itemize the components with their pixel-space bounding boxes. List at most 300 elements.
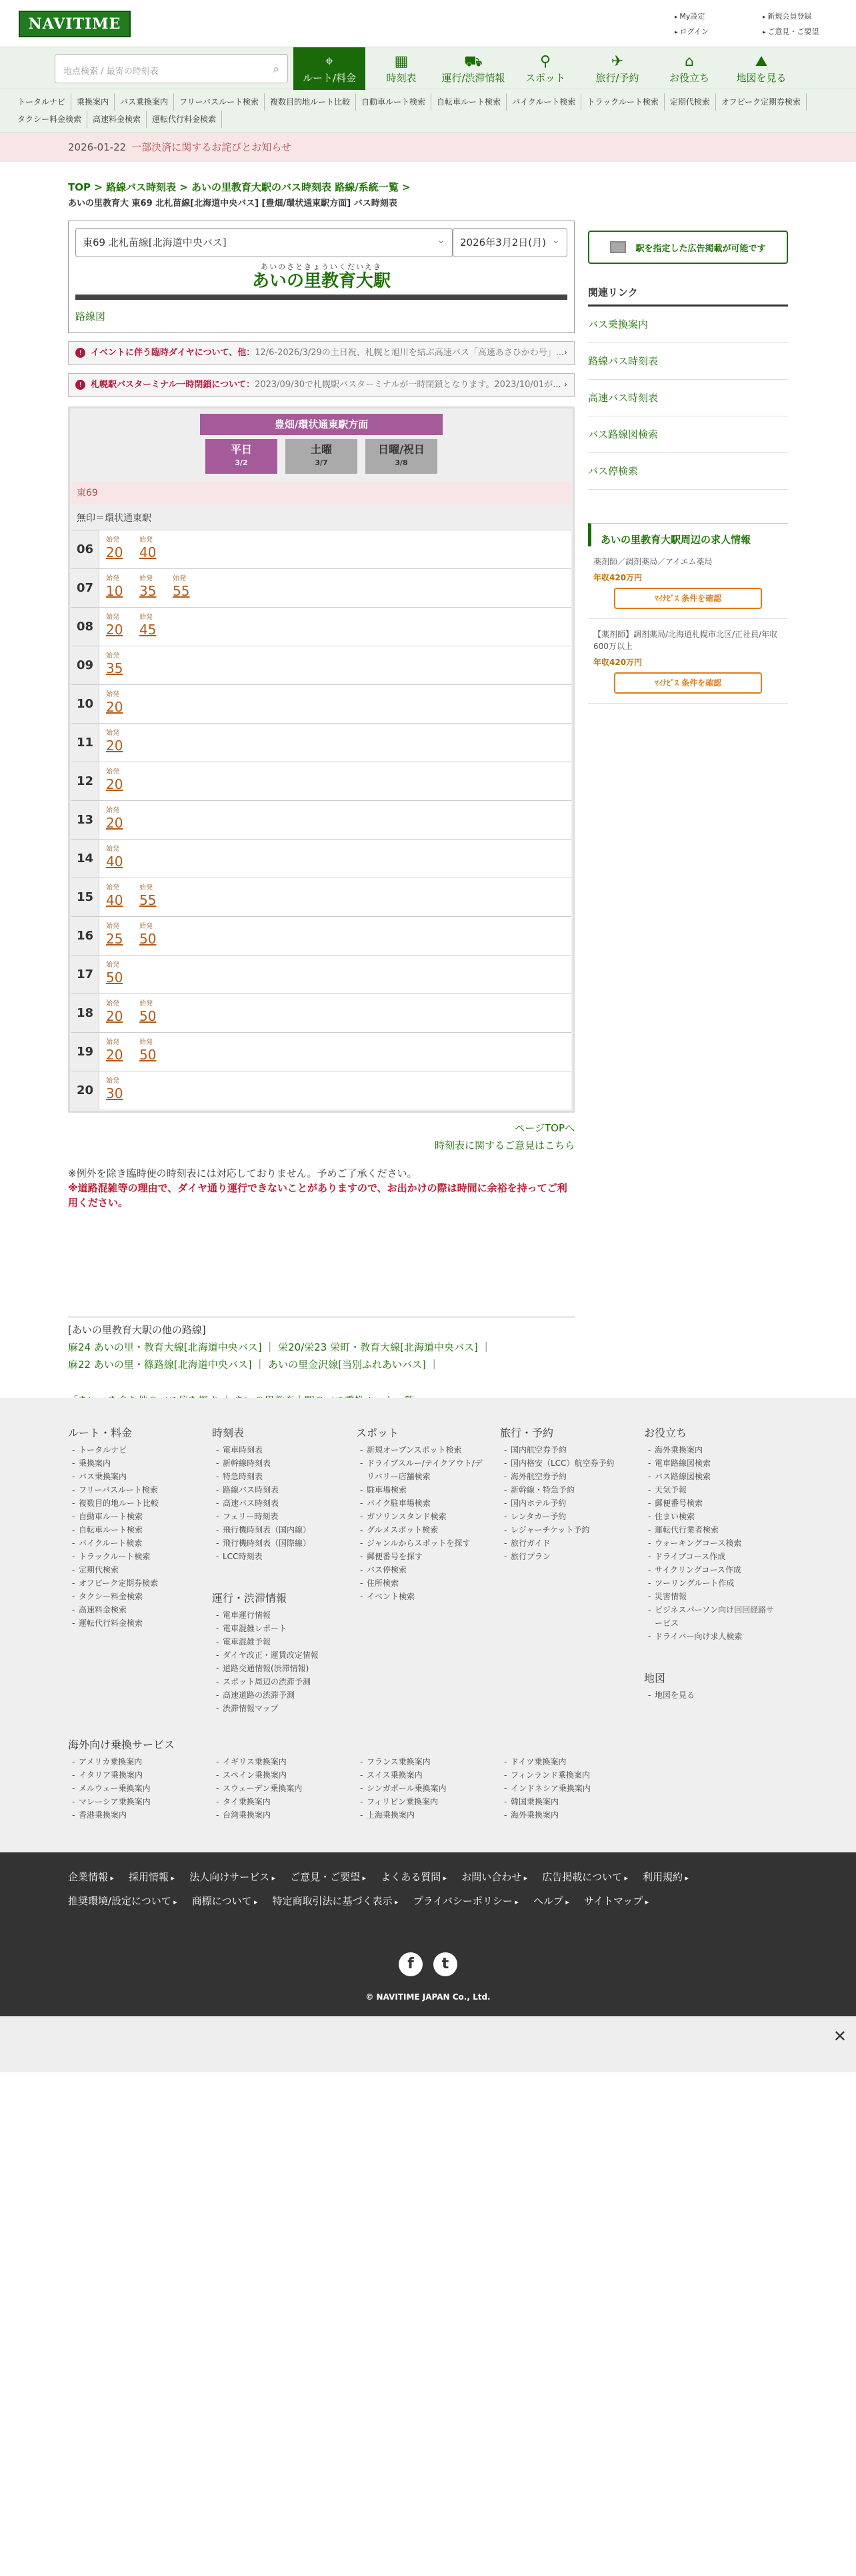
departure[interactable] [139,573,173,607]
hour-cell: 10 [71,685,99,723]
origin-label: 始発 [106,923,119,930]
departure-minute[interactable]: 55 [139,892,157,908]
hour-cell: 08 [71,608,99,646]
jobs-title: あいの里教育大駅周辺の求人情報 [588,523,788,546]
footer-link[interactable]: - メルウェー乗換案内 [68,1782,212,1795]
alert-terminal[interactable]: ! 札幌駅バスターミナル一時閉鎖について：2023/09/30で札幌駅バスターミナルが一時閉鎖となります。2023/10/01が... › [68,373,575,397]
footer-link[interactable]: - 韓国乗換案内 [500,1795,644,1808]
timetable-feedback-link[interactable]: 時刻表に関するご意見はこちら [434,1139,575,1151]
footer-bottom-link[interactable]: プライバシーポリシー ▸ [413,1890,519,1914]
footer-link[interactable]: - 新幹線時刻表 [212,1457,345,1470]
footer-link[interactable]: - フィンランド乗換案内 [500,1768,644,1782]
other-route-link[interactable]: 栄20/栄23 栄町・教育大線[北海道中央バス] [278,1341,478,1353]
footer-link[interactable]: - 電車時刻表 [212,1443,345,1457]
related-link[interactable]: バス路線図検索 [588,416,788,453]
subnav-item[interactable]: トータルナビ [12,93,71,111]
departure-minute[interactable]: 50 [106,969,123,985]
departure[interactable] [173,573,206,607]
footer-link[interactable]: - サイクリングコース作成 [644,1563,777,1577]
footer-link[interactable]: - 郵便番号検索 [644,1497,777,1510]
footer-link[interactable]: - 乗換案内 [68,1457,201,1470]
departure[interactable] [139,534,173,568]
departure[interactable] [106,805,139,839]
departure-minute[interactable]: 20 [106,776,123,792]
origin-label: 始発 [106,1039,119,1046]
footer-link[interactable]: - ドライバー向け求人検索 [644,1630,777,1643]
other-route-link[interactable]: 麻22 あいの里・篠路線[北海道中央バス] [68,1359,252,1371]
footer-link[interactable]: - レンタカー予約 [500,1510,633,1523]
footer-link[interactable]: - バイクルート検索 [68,1537,201,1550]
minutes-cell [99,646,139,684]
footer-link[interactable]: - 海外航空券予約 [500,1470,633,1483]
register-link[interactable]: ▸ 新規会員登録 [763,9,851,25]
route-label: 東69 [71,482,571,504]
tab-5[interactable] [653,47,725,90]
footer-bottom-link[interactable]: 利用規約 ▸ [643,1866,689,1890]
hour-cell: 17 [71,956,99,993]
job-pay: 年収420万円 [593,573,643,582]
alert-icon: ! [75,380,85,390]
day-tab[interactable] [285,439,357,474]
departure-minute[interactable]: 50 [139,931,157,947]
tab-2[interactable] [437,47,509,90]
footer-bottom-link[interactable]: お問い合わせ ▸ [461,1866,527,1890]
footer-heading: 時刻表 [212,1427,245,1439]
tab-4[interactable] [581,47,653,90]
footer-link[interactable]: - イベント検索 [356,1590,489,1603]
footer-link[interactable]: - 住まい検索 [644,1510,777,1523]
destination-legend: 無印＝環状通東駅 [71,507,571,530]
login-link[interactable]: ▸ ログイン [675,25,763,40]
footer-link[interactable]: - フランス乗換案内 [356,1755,500,1768]
subnav-item[interactable]: トラックルート検索 [581,93,664,111]
footer-link[interactable]: - 特急時刻表 [212,1470,345,1483]
origin-label: 始発 [106,691,119,698]
subnav-item[interactable]: 高速料金検索 [87,111,147,128]
footer-link[interactable]: - 電車路線図検索 [644,1457,777,1470]
footer-link[interactable]: - インドネシア乗換案内 [500,1782,644,1795]
footer-bottom-link[interactable]: 法人向けサービス ▸ [189,1866,275,1890]
ad-icon [610,241,626,253]
minutes-cell [99,530,173,568]
footer-link[interactable]: - タイ乗換案内 [212,1795,356,1808]
origin-label: 始発 [139,1000,153,1007]
departure[interactable] [106,689,139,723]
departure[interactable] [106,612,139,646]
header [0,0,856,47]
footer-link[interactable]: - 路線バス時刻表 [212,1483,345,1497]
origin-label: 始発 [139,923,153,930]
route-map-link[interactable]: 路線図 [75,311,106,322]
footer-column [212,1426,345,1563]
departure-minute[interactable]: 35 [106,660,123,676]
departure-minute[interactable]: 50 [139,1047,157,1063]
departure-minute[interactable]: 20 [106,622,123,638]
footer-heading: 地図 [644,1672,666,1684]
tab-icon: ▦ [394,53,409,70]
related-link[interactable]: 高速バス時刻表 [588,380,788,416]
footer-link[interactable]: - ダイヤ改正・運賃改定情報 [212,1648,345,1662]
subnav-item[interactable]: 複数目的地ルート比較 [265,93,356,111]
footer-column [644,1426,777,1643]
chevron-right-icon: › [563,380,567,390]
footer-column [644,1671,777,1702]
other-routes-title: [あいの里教育大駅の他の路線] [68,1324,206,1336]
nav-tabs [293,47,797,90]
departure-minute[interactable]: 20 [106,738,123,754]
footer-link[interactable]: - バス路線図検索 [644,1470,777,1483]
footer-link[interactable]: - トータルナビ [68,1443,201,1457]
subnav-item[interactable]: 乗換案内 [71,93,115,111]
footer-link[interactable]: - 香港乗換案内 [68,1808,212,1822]
related-link[interactable]: バス乗換案内 [588,307,788,343]
table-row [71,993,571,1032]
ad-button[interactable]: 駅を指定した広告掲載が可能です [588,231,788,264]
footer-link[interactable]: - 定期代検索 [68,1563,201,1577]
day-tab[interactable] [205,439,277,474]
footer-overseas [68,1738,735,1822]
station-ruby: あいのさときょういくだいえき [261,263,382,271]
alert-event[interactable]: ! イベントに伴う臨時ダイヤについて、他：12/6-2026/3/29の土日祝、札幌と旭川を結ぶ高速バス「高速あさひかわ号」... › [68,341,575,365]
job-pay: 年収420万円 [593,658,643,667]
footer-bottom-link[interactable]: 推奨環境/設定について ▸ [68,1890,177,1914]
footer-link[interactable]: - ジャンルからスポットを探す [356,1537,489,1550]
table-row [71,607,571,646]
origin-label: 始発 [139,614,153,621]
footer-link[interactable]: - フェリー時刻表 [212,1510,345,1523]
tab-label: 時刻表 [386,71,417,84]
footer-link[interactable]: - フィリピン乗換案内 [356,1795,500,1808]
departure-minute[interactable]: 20 [106,1008,123,1024]
footer-bottom-link[interactable]: 商標について ▸ [192,1890,258,1914]
footer-link[interactable]: - ドイツ乗換案内 [500,1755,644,1768]
footer-link[interactable]: - バイク駐車場検索 [356,1497,489,1510]
hour-cell: 19 [71,1033,99,1071]
departure[interactable] [106,921,139,955]
footer-column [68,1426,201,1630]
footer-bottom-link[interactable]: よくある質問 ▸ [381,1866,447,1890]
minutes-cell [99,762,139,800]
footer-link[interactable]: - 道路交通情報(渋滞情報) [212,1662,345,1675]
tab-icon: ⚲ [539,53,551,70]
departure-minute[interactable]: 35 [139,583,157,599]
footer-link[interactable]: - 新幹線・特急予約 [500,1483,633,1497]
footer-link[interactable]: - 災害情報 [644,1590,777,1603]
origin-label: 始発 [106,652,119,660]
minutes-cell [99,685,139,723]
minutes-cell [99,724,139,762]
footer-bottom-link[interactable]: 企業情報 ▸ [68,1866,114,1890]
footer-link[interactable]: - 運転代行料金検索 [68,1616,201,1630]
subnav-item[interactable]: 定期代検索 [665,93,716,111]
departure[interactable] [139,998,173,1032]
search-icon[interactable]: ⌕ [273,63,279,76]
tab-label: スポット [525,71,565,84]
related-link[interactable]: 路線バス時刻表 [588,343,788,380]
job-desc[interactable]: 薬剤師／調剤薬局／アイエム薬局 [593,557,713,566]
table-row [71,800,571,839]
footer-link[interactable]: - アメリカ乗換案内 [68,1755,212,1768]
footer-link[interactable]: - フリーバスルート検索 [68,1483,201,1497]
minutes-cell [99,608,173,646]
departure[interactable] [139,612,173,646]
minutes-cell [99,878,173,916]
navitime-logo[interactable]: NAVITIME [19,11,131,37]
other-route-link[interactable]: あいの里金沢線[当別ふれあいバス] [268,1359,426,1371]
departure[interactable] [106,844,139,878]
notice-banner[interactable] [0,133,856,162]
footer-link[interactable]: - ツーリングルート作成 [644,1577,777,1590]
footer-link[interactable]: - バス乗換案内 [68,1470,201,1483]
table-row [71,1032,571,1071]
tab-3[interactable] [509,47,581,90]
tab-icon: ⌂ [685,53,694,70]
main-navbar [0,47,856,89]
tab-0[interactable] [293,47,365,90]
footer-bottom-link[interactable]: 特定商取引法に基づく表示 ▸ [273,1890,399,1914]
notice-date: 2026-01-22 [68,141,127,153]
minutes-cell [99,801,139,839]
day-label: 土曜 [310,443,332,456]
related-links [588,307,788,490]
minutes-cell [99,917,173,955]
direction-header: 豊畑/環状通東駅方面 [200,414,443,435]
route-select[interactable]: 東69 北札苗線[北海道中央バス] ⌄ [75,228,453,257]
footer-link[interactable]: - 住所検索 [356,1577,489,1590]
origin-label: 始発 [106,846,119,853]
table-row [71,762,571,800]
footer-link[interactable]: - ウォーキングコース検索 [644,1537,777,1550]
subnav-item[interactable]: タクシー料金検索 [12,111,87,128]
my-settings-link[interactable]: ▸ My設定 [675,9,763,25]
footer-link[interactable]: - 高速道路の渋滞予測 [212,1688,345,1702]
footer-link[interactable]: - マレーシア乗換案内 [68,1795,212,1808]
other-route-link[interactable]: 麻24 あいの里・教育大線[北海道中央バス] [68,1341,262,1353]
departure[interactable] [139,1037,173,1071]
footer-links [68,1866,788,1914]
departure-minute[interactable]: 20 [106,815,123,831]
footer-link[interactable]: - 駐車場検索 [356,1483,489,1497]
hour-rows [71,530,571,1109]
page-top-link[interactable]: ページTOPへ [515,1122,575,1134]
footer-link[interactable]: - 海外乗換案内 [500,1808,644,1822]
departure-minute[interactable]: 45 [139,622,157,638]
footer-column [500,1426,633,1563]
origin-label: 始発 [106,962,119,969]
subnav-item[interactable]: バス乗換案内 [115,93,174,111]
subnav-item[interactable]: バイクルート検索 [507,93,581,111]
footer-link[interactable]: - 新規オープンスポット検索 [356,1443,489,1457]
subnav-item[interactable]: オフピーク定期券検索 [716,93,807,111]
tab-icon: ⛰ [755,53,768,70]
departure-minute[interactable]: 40 [139,544,157,560]
departure[interactable] [139,882,173,916]
departure[interactable] [106,650,139,684]
header-links [675,9,855,40]
footer-link[interactable]: - スイス乗換案内 [356,1768,500,1782]
footer-link[interactable]: - 自動車ルート検索 [68,1510,201,1523]
facebook-icon[interactable]: f [399,1952,423,1976]
day-label: 日曜/祝日 [378,443,425,456]
job-button[interactable]: ﾏｲﾅﾋﾞｽ 条件を確認 [614,588,762,609]
footer-link[interactable]: - ドライブコース作成 [644,1550,777,1563]
departure-minute[interactable]: 20 [106,544,123,560]
departure[interactable] [106,1075,139,1109]
notice-text[interactable]: 一部決済に関するお詫びとお知らせ [131,141,291,153]
footer-link[interactable]: - 高速料金検索 [68,1603,201,1616]
origin-label: 始発 [106,884,119,892]
station-name: あいの里教育大駅 [251,271,391,291]
search-input[interactable] [55,54,288,83]
departure-minute[interactable]: 20 [106,699,123,715]
note-warning: ※道路混雑等の理由で、ダイヤ通り運行できないことがありますので、お出かけの際は時間に余裕を持ってご利用ください。 [68,1182,567,1209]
tab-1[interactable] [365,47,437,90]
footer-link[interactable]: - 自転車ルート検索 [68,1523,201,1537]
departure[interactable] [106,998,139,1032]
sub-navigation [0,89,856,133]
footer-link[interactable]: - ビジネスパーソン向け回回経路サービス [644,1603,777,1630]
main-content [68,180,575,1407]
subnav-item[interactable]: 運転代行料金検索 [147,111,222,128]
departure[interactable] [106,960,139,993]
footer-link[interactable]: - 海外乗換案内 [644,1443,777,1457]
minutes-cell [99,956,139,993]
departure[interactable] [106,882,139,916]
subnav-item[interactable]: 自動車ルート検索 [356,93,431,111]
hour-cell: 13 [71,801,99,839]
footer-link[interactable]: - 電車混雑予報 [212,1635,345,1648]
footer-link[interactable]: - 電車混雑レポート [212,1622,345,1635]
table-row [71,568,571,607]
departure[interactable] [106,766,139,800]
footer-link[interactable]: - イタリア乗換案内 [68,1768,212,1782]
footer-link[interactable]: - 郵便番号を探す [356,1550,489,1563]
departure-minute[interactable]: 20 [106,1047,123,1063]
minutes-cell [99,994,173,1032]
footer-link[interactable]: - 飛行機時刻表（国際線） [212,1537,345,1550]
footer-link[interactable]: - 複数目的地ルート比較 [68,1497,201,1510]
hour-cell: 06 [71,530,99,568]
related-link[interactable]: バス停検索 [588,453,788,490]
hour-cell: 16 [71,917,99,955]
footer-link[interactable]: - トラックルート検索 [68,1550,201,1563]
date-select[interactable]: 2026年3月2日(月) ⌄ [453,228,567,257]
footer-bottom-link[interactable]: 広告掲載について ▸ [542,1866,628,1890]
footer-link[interactable]: - グルメスポット検索 [356,1523,489,1537]
origin-label: 始発 [106,1077,119,1085]
footer-link[interactable]: - スポット周辺の渋滞予測 [212,1675,345,1688]
footer-link[interactable]: - 上海乗換案内 [356,1808,500,1822]
hour-cell: 15 [71,878,99,916]
footer-link[interactable]: - ドライブスルー/テイクアウト/デリバリー店舗検索 [356,1457,489,1483]
minutes-cell [99,840,139,878]
footer-link[interactable]: - シンガポール乗換案内 [356,1782,500,1795]
footer-link[interactable]: - 旅行プラン [500,1550,633,1563]
table-row [71,916,571,955]
feedback-link[interactable]: ▸ ご意見・ご要望 [763,25,851,40]
footer-link[interactable]: - 台湾乗換案内 [212,1808,356,1822]
day-tabs [71,439,571,474]
footer-link[interactable]: - 天気予報 [644,1483,777,1497]
footer-link[interactable]: - 旅行ガイド [500,1537,633,1550]
footer-bottom-link[interactable]: ご意見・ご要望 ▸ [290,1866,366,1890]
departure[interactable] [106,1037,139,1071]
origin-label: 始発 [139,536,153,544]
hour-cell: 11 [71,724,99,762]
footer-link[interactable]: - オフピーク定期券検索 [68,1577,201,1590]
footer-link[interactable]: - 高速バス時刻表 [212,1497,345,1510]
footer-bottom-link[interactable]: ヘルプ ▸ [533,1890,569,1914]
departure[interactable] [106,728,139,762]
subnav-item[interactable]: 自転車ルート検索 [431,93,507,111]
departure[interactable] [139,921,173,955]
departure-minute[interactable]: 10 [106,583,123,599]
departure-minute[interactable]: 40 [106,854,123,870]
station-box [68,221,575,333]
footer-link[interactable]: - レジャーチケット予約 [500,1523,633,1537]
origin-label: 始発 [106,807,119,814]
close-icon[interactable]: ✕ [833,2027,847,2046]
footer-link[interactable]: - 国内航空券予約 [500,1443,633,1457]
departure-minute[interactable]: 30 [106,1085,123,1101]
departure-minute[interactable]: 55 [173,583,190,599]
footer-link[interactable]: - スペイン乗換案内 [212,1768,356,1782]
footer-link[interactable]: - タクシー料金検索 [68,1590,201,1603]
departure-minute[interactable]: 50 [139,1008,157,1024]
footer-link[interactable]: - バス停検索 [356,1563,489,1577]
footer-link[interactable]: - 国内ホテル予約 [500,1497,633,1510]
footer-bottom-link[interactable]: サイトマップ ▸ [584,1890,649,1914]
footer-link[interactable]: - 飛行機時刻表（国内線） [212,1523,345,1537]
table-row [71,684,571,723]
footer-bottom-link[interactable]: 採用情報 ▸ [129,1866,175,1890]
job-desc[interactable]: 【薬剤師】調剤薬局/北海道札幌市北区/正社員/年収600万以上 [593,630,778,651]
table-row [71,1071,571,1109]
footer-link[interactable]: - イギリス乗換案内 [212,1755,356,1768]
minutes-cell [99,1071,139,1109]
footer-link[interactable]: - スウェーデン乗換案内 [212,1782,356,1795]
breadcrumb[interactable]: TOP > 路線バス時刻表 > あいの里教育大駅のバス時刻表 路線/系統一覧 > [68,181,411,193]
tab-label: 旅行/予約 [595,71,639,84]
other-routes: [あいの里教育大駅の他の路線] 麻24 あいの里・教育大線[北海道中央バス] ｜ 栄20/栄23 栄町・教育大線[北海道中央バス] ｜ 麻22 あいの里・篠路線[北海道中央バス] ｜ あいの里金沢線[当別ふれあいバス] ｜ [68,1317,575,1373]
tab-label: ルート/料金 [302,71,357,84]
subnav-item[interactable]: フリーバスルート検索 [174,93,265,111]
twitter-icon[interactable]: t [433,1952,457,1976]
divider [75,295,567,300]
departure-minute[interactable]: 40 [106,892,123,908]
origin-label: 始発 [173,575,186,582]
footer-link[interactable]: - LCC時刻表 [212,1550,345,1563]
footer-link[interactable]: - 電車運行情報 [212,1609,345,1622]
tab-6[interactable] [725,47,797,90]
footer-link[interactable]: - 渋滞情報マップ [212,1702,345,1715]
job-button[interactable]: ﾏｲﾅﾋﾞｽ 条件を確認 [614,672,762,694]
job-item [588,546,788,619]
note-temporary: ※例外を除き臨時便の時刻表には対応しておりません。予めご了承ください。 [68,1167,417,1179]
footer-link[interactable]: - 地図を見る [644,1688,777,1702]
footer-heading: スポット [356,1427,399,1439]
day-tab[interactable] [365,439,437,474]
copyright: © NAVITIME JAPAN Co., Ltd. [365,1992,491,2002]
departure-minute[interactable]: 25 [106,931,123,947]
footer-link[interactable]: - ガソリンスタンド検索 [356,1510,489,1523]
related-links-title: 関連リンク [588,285,788,307]
footer-link[interactable]: - 運転代行業者検索 [644,1523,777,1537]
departure[interactable] [106,534,139,568]
hour-cell: 18 [71,994,99,1032]
departure[interactable] [106,573,139,607]
footer-link[interactable]: - 国内格安（LCC）航空券予約 [500,1457,633,1470]
